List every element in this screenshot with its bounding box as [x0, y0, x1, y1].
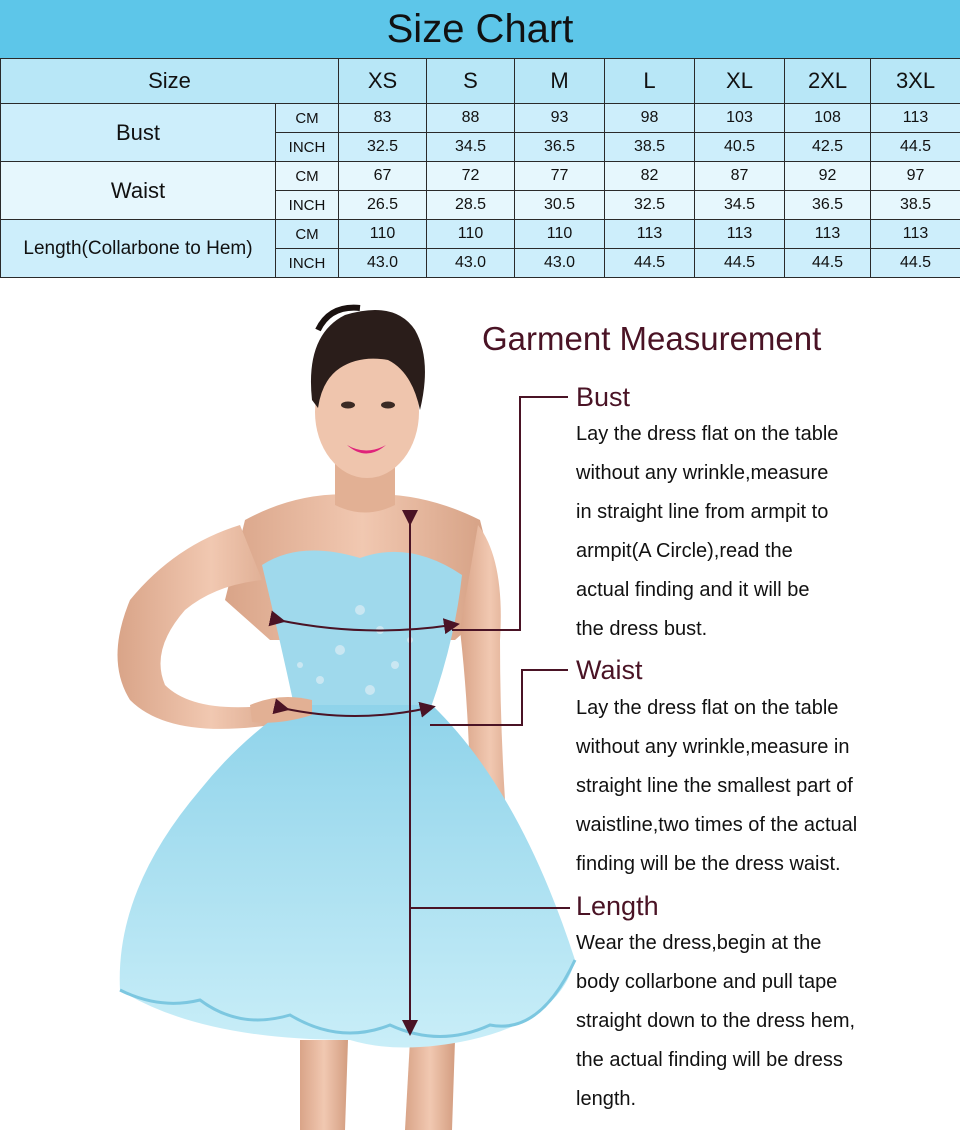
unit-cell: CM	[276, 104, 339, 133]
waist-row-label: Waist	[1, 162, 276, 220]
table-row	[1, 220, 960, 249]
description-line: finding will be the dress waist.	[576, 853, 841, 875]
table-header-row	[1, 59, 960, 104]
waist-description	[576, 689, 956, 884]
unit-cell: INCH	[276, 249, 339, 278]
table-cell: 43.0	[515, 249, 605, 278]
table-cell: 38.5	[871, 191, 960, 220]
table-cell: 113	[871, 104, 960, 133]
size-header-l: L	[605, 59, 695, 104]
table-cell: 44.5	[605, 249, 695, 278]
length-description	[576, 924, 956, 1119]
size-header-xs: XS	[339, 59, 427, 104]
description-line: without any wrinkle,measure in	[576, 736, 850, 758]
size-header-s: S	[427, 59, 515, 104]
description-line: straight line the smallest part of	[576, 775, 853, 797]
table-cell: 113	[871, 220, 960, 249]
description-line: actual finding and it will be	[576, 579, 810, 601]
size-chart-table	[0, 58, 960, 278]
table-cell: 43.0	[339, 249, 427, 278]
table-row	[1, 162, 960, 191]
table-cell: 87	[695, 162, 785, 191]
table-cell: 34.5	[695, 191, 785, 220]
table-cell: 110	[427, 220, 515, 249]
table-cell: 103	[695, 104, 785, 133]
size-header-m: M	[515, 59, 605, 104]
table-cell: 44.5	[871, 249, 960, 278]
table-cell: 34.5	[427, 133, 515, 162]
size-header-2xl: 2XL	[785, 59, 871, 104]
table-cell: 113	[695, 220, 785, 249]
table-cell: 44.5	[871, 133, 960, 162]
garment-measurement-title: Garment Measurement	[482, 320, 822, 357]
table-cell: 88	[427, 104, 515, 133]
table-cell: 110	[515, 220, 605, 249]
table-cell: 77	[515, 162, 605, 191]
description-line: armpit(A Circle),read the	[576, 540, 793, 562]
unit-cell: INCH	[276, 191, 339, 220]
description-line: in straight line from armpit to	[576, 501, 829, 523]
unit-cell: CM	[276, 162, 339, 191]
description-line: straight down to the dress hem,	[576, 1010, 856, 1032]
description-line: length.	[576, 1088, 637, 1110]
table-cell: 32.5	[339, 133, 427, 162]
table-cell: 43.0	[427, 249, 515, 278]
size-header-xl: XL	[695, 59, 785, 104]
table-cell: 72	[427, 162, 515, 191]
description-line: Lay the dress flat on the table	[576, 423, 839, 445]
table-cell: 36.5	[515, 133, 605, 162]
table-cell: 42.5	[785, 133, 871, 162]
size-header-label: Size	[1, 59, 339, 104]
table-cell: 28.5	[427, 191, 515, 220]
table-cell: 113	[785, 220, 871, 249]
description-line: body collarbone and pull tape	[576, 971, 838, 993]
table-cell: 36.5	[785, 191, 871, 220]
size-header-3xl: 3XL	[871, 59, 960, 104]
table-cell: 44.5	[695, 249, 785, 278]
bust-row-label: Bust	[1, 104, 276, 162]
table-cell: 40.5	[695, 133, 785, 162]
description-line: Wear the dress,begin at the	[576, 932, 822, 954]
description-line: the dress bust.	[576, 618, 708, 640]
table-cell: 98	[605, 104, 695, 133]
table-cell: 82	[605, 162, 695, 191]
table-cell: 44.5	[785, 249, 871, 278]
unit-cell: INCH	[276, 133, 339, 162]
bust-description	[576, 415, 956, 649]
table-cell: 32.5	[605, 191, 695, 220]
table-cell: 30.5	[515, 191, 605, 220]
table-cell: 97	[871, 162, 960, 191]
description-line: Lay the dress flat on the table	[576, 697, 839, 719]
table-cell: 38.5	[605, 133, 695, 162]
table-cell: 67	[339, 162, 427, 191]
description-line: the actual finding will be dress	[576, 1049, 843, 1071]
length-row-label: Length(Collarbone to Hem)	[1, 220, 276, 278]
unit-cell: CM	[276, 220, 339, 249]
description-line: without any wrinkle,measure	[576, 462, 829, 484]
table-cell: 93	[515, 104, 605, 133]
table-row	[1, 104, 960, 133]
table-cell: 108	[785, 104, 871, 133]
table-cell: 83	[339, 104, 427, 133]
description-line: waistline,two times of the actual	[576, 814, 858, 836]
table-cell: 26.5	[339, 191, 427, 220]
length-section-title: Length	[576, 891, 659, 921]
table-cell: 113	[605, 220, 695, 249]
table-cell: 92	[785, 162, 871, 191]
waist-section-title: Waist	[576, 655, 643, 685]
table-cell: 110	[339, 220, 427, 249]
bust-section-title: Bust	[576, 382, 631, 412]
size-chart-title: Size Chart	[0, 0, 960, 58]
